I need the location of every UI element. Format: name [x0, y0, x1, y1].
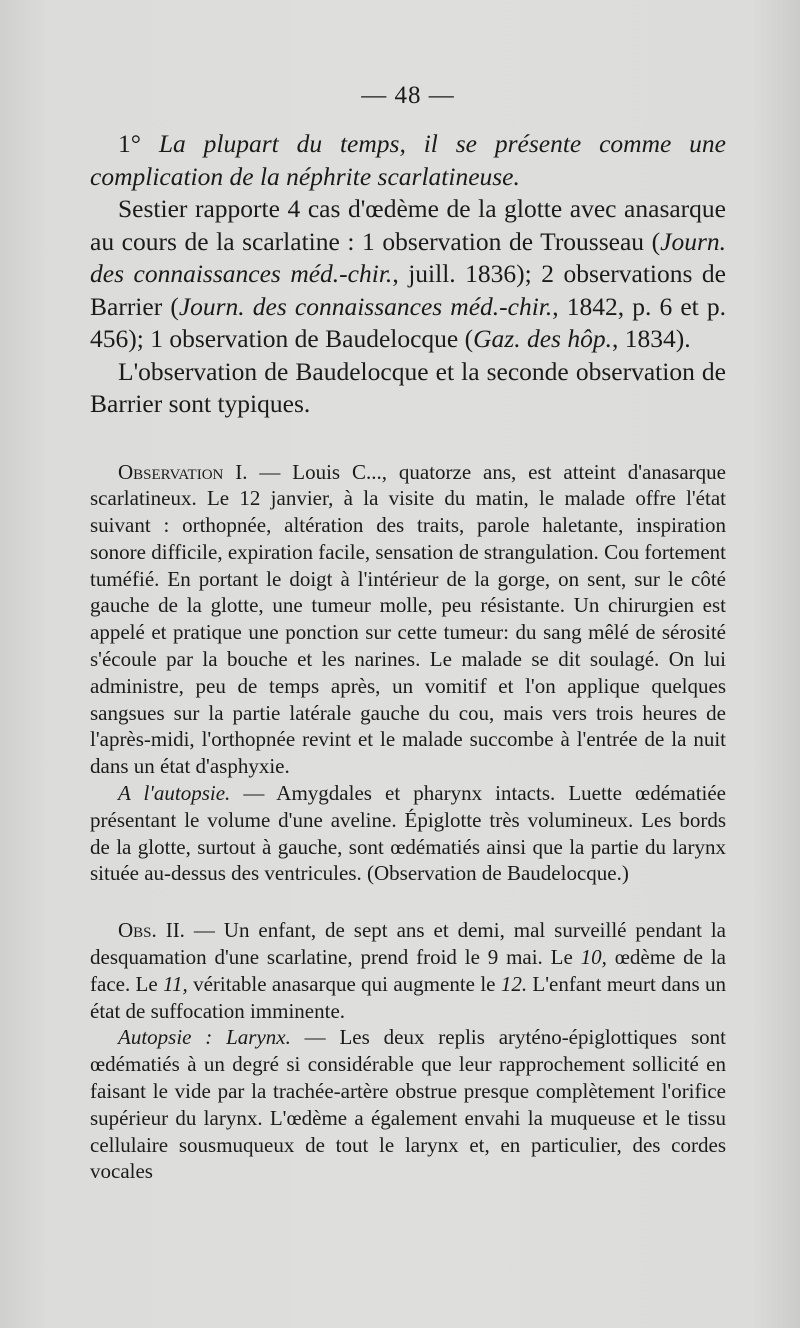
date-italic: 10, — [580, 945, 607, 970]
autopsy-label: Autopsie : Larynx. — [118, 1025, 291, 1050]
text-run: — Les deux replis aryténo-épiglottiques sont œdématiés à un degré si considérable que leur rapprochement sollicité en faisant le vide par la trachée-artère obstrue presque complètement l'orifice supérieur du larynx. L'œdème a également envahi la muqueuse et le tissu cellulaire sousmuqueux de tout le larynx et, en particulier, des cordes vocales — [90, 1025, 726, 1184]
paragraph-typical: L'observation de Baudelocque et la seconde observation de Barrier sont typiques. — [90, 356, 726, 418]
text-run: véritable anasarque qui augmente le — [187, 971, 501, 996]
observation-1-body — [90, 459, 726, 781]
observation-2-body — [90, 917, 726, 1024]
heading-number: 1° — [118, 129, 141, 158]
section-intro — [90, 128, 726, 421]
observation-label: Obs. II. — [118, 918, 185, 943]
observation-label: Observation I. — [118, 459, 248, 484]
text-run: Sestier rapporte 4 cas d'œdème de la glotte avec anasarque au cours de la scarlatine : 1 observation de Trousseau ( — [90, 194, 726, 256]
text-run: — Louis C..., quatorze ans, est atteint d'anasarque scarlatineux. Le 12 janvier, à la visite du matin, le malade offre l'état suivant : orthopnée, altération des traits, parole haletante, inspiration sonore difficile, expiration facile, sensation de strangulation. Cou fortement tuméfié. En portant le doigt à l'intérieur de la gorge, on sent, sur le côté gauche de la glotte, une tumeur molle, peu résistante. Un chirurgien est appelé et pratique une ponction sur cette tumeur: du sang mêlé de sérosité s'écoule par la bouche et les narines. Le malade se dit soulagé. On lui administre, peu de temps après, un vomitif et l'on applique quelques sangsues sur la partie latérale gauche du cou, mais vers trois heures de l'après-midi, l'orthopnée revint et le malade succombe à l'entrée de la nuit dans un état d'asphyxie. — [90, 459, 726, 779]
text-run: — Amygdales et pharynx intacts. Luette œdématiée présentant le volume d'une aveline. Épiglotte très volumineux. Les bords de la glotte, surtout à gauche, sont œdématiés ainsi que la partie du larynx située au-dessus des ventricules. (Observation de Baudelocque.) — [90, 781, 726, 886]
text-run: , 1834). — [611, 324, 691, 353]
heading-italic-text: La plupart du temps, il se présente comme une complication de la néphrite scarlatineuse. — [90, 129, 726, 191]
observation-1 — [90, 459, 726, 888]
journal-reference: Journ. des connaissances méd.-chir. — [90, 226, 726, 288]
journal-reference: Journ. des connaissances méd.-chir. — [178, 291, 553, 321]
observation-2-autopsy — [90, 1024, 726, 1185]
text-run: — Un enfant, de sept ans et demi, mal surveillé pendant la desquamation d'une scarlatine, prend froid le 9 mai. Le — [90, 918, 726, 970]
observation-1-autopsy — [90, 780, 726, 887]
date-italic: 12. — [500, 971, 528, 996]
text-run: , 1842, p. 6 et p. 456); 1 observation de Baudelocque ( — [90, 291, 726, 353]
page-number: — 48 — — [361, 82, 455, 109]
paragraph-sestier — [90, 193, 726, 356]
text-run: , juill. 1836); 2 observations de Barrier ( — [90, 259, 726, 321]
section-heading — [90, 128, 726, 193]
text-run: L'enfant meurt dans un état de suffocation imminente. — [90, 971, 726, 1023]
observation-2 — [90, 917, 726, 1185]
text-run: œdème de la face. Le — [90, 945, 726, 996]
journal-reference: Gaz. des hôp. — [473, 324, 612, 353]
autopsy-label: A l'autopsie. — [118, 781, 231, 806]
date-italic: 11, — [163, 971, 188, 996]
